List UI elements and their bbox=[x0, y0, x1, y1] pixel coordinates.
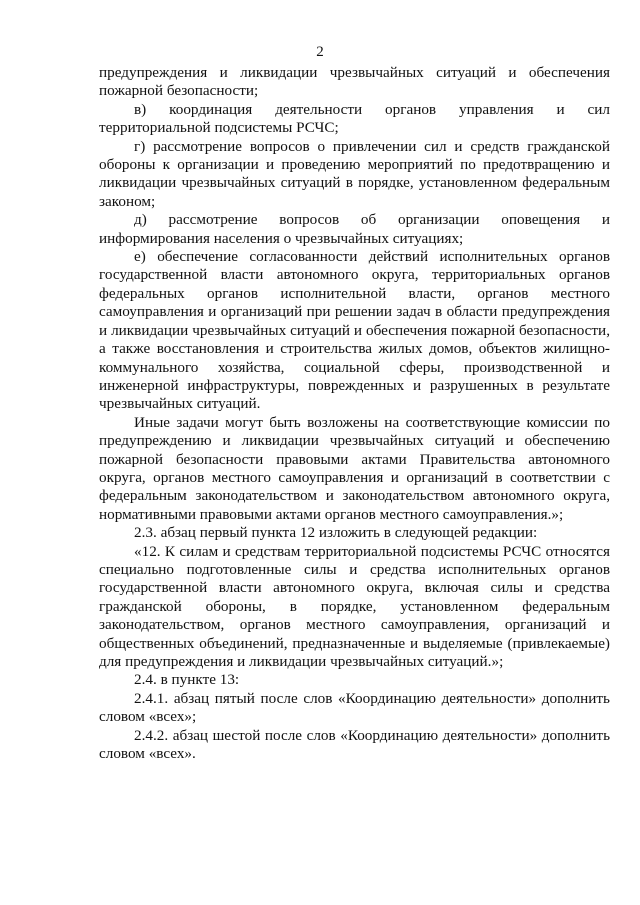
paragraph-other-tasks: Иные задачи могут быть возложены на соответствующие комиссии по предупреждению и ликвидации чрезвычайных ситуаций и обеспечению пожарной безопасности правовыми актами Правительства автономного округа, органов местного самоуправления и организаций в соответствии с федеральным законодательством и законодательством автономного округа, нормативными правовыми актами органов местного самоуправления.»; bbox=[99, 413, 610, 523]
paragraph-section-2-4: 2.4. в пункте 13: bbox=[134, 671, 240, 689]
paragraph-point-12: «12. К силам и средствам территориальной подсистемы РСЧС относятся специально подготовленные силы и средства исполнительных органов государственной власти автономного округа, включая силы и средства гражданской обороны, в порядке, установленном федеральным законодательством, органов местного самоуправления, организаций и общественных объединений, предназначенные и выделяемые (привлекаемые) для предупреждения и ликвидации чрезвычайных ситуаций.»; bbox=[99, 542, 610, 670]
document-body bbox=[99, 64, 610, 763]
paragraph-section-2-4-2: 2.4.2. абзац шестой после слов «Координацию деятельности» дополнить словом «всех». bbox=[99, 726, 610, 763]
paragraph-item-g: г) рассмотрение вопросов о привлечении сил и средств гражданской обороны к организации и проведению мероприятий по предотвращению и ликвидации чрезвычайных ситуаций в порядке, установленном федеральным законом; bbox=[99, 137, 610, 210]
paragraph-section-2-4-1: 2.4.1. абзац пятый после слов «Координацию деятельности» дополнить словом «всех»; bbox=[99, 689, 610, 726]
paragraph-item-v: в) координация деятельности органов управления и сил территориальной подсистемы РСЧС; bbox=[99, 100, 610, 137]
paragraph-section-2-3: 2.3. абзац первый пункта 12 изложить в следующей редакции: bbox=[134, 524, 538, 542]
page-number: 2 bbox=[316, 44, 324, 60]
paragraph-item-e: е) обеспечение согласованности действий исполнительных органов государственной власти автономного округа, территориальных органов федеральных органов исполнительной власти, органов местного самоуправления и организаций при решении задач в области предупреждения и ликвидации чрезвычайных ситуаций и обеспечения пожарной безопасности, а также восстановления и строительства жилых домов, объектов жилищно-коммунального хозяйства, социальной сферы, производственной и инженерной инфраструктуры, поврежденных и разрушенных в результате чрезвычайных ситуаций. bbox=[99, 248, 610, 413]
paragraph-continuation: предупреждения и ликвидации чрезвычайных ситуаций и обеспечения пожарной безопасности; bbox=[99, 64, 610, 100]
paragraph-item-d: д) рассмотрение вопросов об организации оповещения и информирования населения о чрезвычайных ситуациях; bbox=[99, 211, 610, 247]
